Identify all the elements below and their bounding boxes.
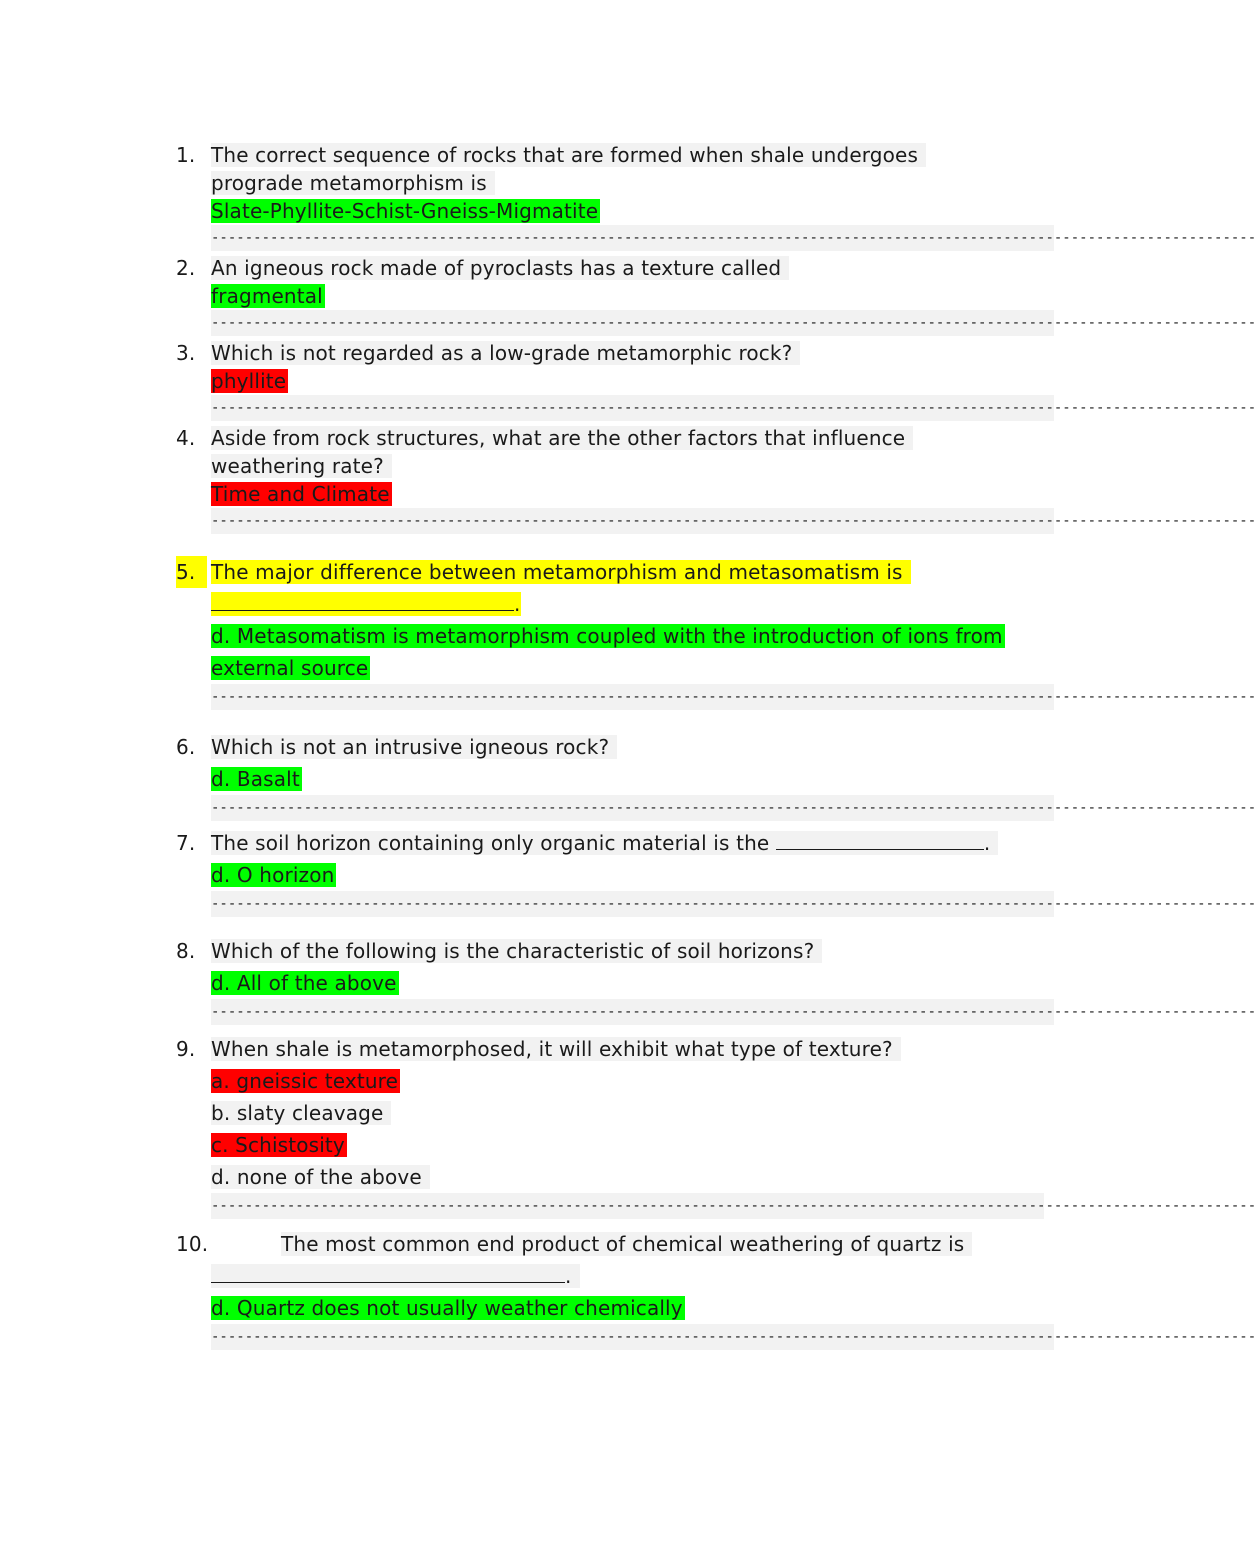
answer-correct: fragmental	[211, 284, 323, 308]
answer-correct: d. Metasomatism is metamorphism coupled with the introduction of ions from	[211, 624, 1003, 648]
separator-line: ----------------------------------------------------------------------------------------------------------------------------	[211, 684, 1054, 710]
answer-correct: d. All of the above	[211, 971, 397, 995]
separator-line: ----------------------------------------------------------------------------------------------------------------------------	[211, 225, 1054, 251]
question-text: Which of the following is the characteristic of soil horizons?	[211, 939, 822, 963]
answer-incorrect: c. Schistosity	[211, 1133, 345, 1157]
answer-blank	[776, 827, 984, 850]
separator-line: ----------------------------------------------------------------------------------------------------------------------------	[211, 1324, 1054, 1350]
blank-suffix: .	[514, 592, 521, 616]
question-number: 6.	[176, 735, 196, 759]
question-number: 1.	[176, 143, 196, 167]
separator-line: ----------------------------------------------------------------------------------------------------------------------------	[211, 999, 1054, 1025]
separator-line: ----------------------------------------------------------------------------------------------------------------------------	[211, 310, 1054, 336]
answer-correct: external source	[211, 656, 369, 680]
question-text: The major difference between metamorphism and metasomatism is	[211, 560, 911, 584]
question-text: Aside from rock structures, what are the other factors that influence	[211, 426, 913, 450]
answer-correct: Slate-Phyllite-Schist-Gneiss-Migmatite	[211, 199, 599, 223]
separator-line: ----------------------------------------------------------------------------------------------------------------------------	[211, 891, 1054, 917]
blank-suffix: .	[565, 1264, 572, 1288]
answer-blank	[211, 1260, 565, 1283]
answer-correct: d. Basalt	[211, 767, 300, 791]
answer-incorrect: phyllite	[211, 369, 287, 393]
question-text: The correct sequence of rocks that are formed when shale undergoes	[211, 143, 926, 167]
question-number: 2.	[176, 256, 196, 280]
question-number: 7.	[176, 831, 196, 855]
separator-line: ----------------------------------------------------------------------------------------------------------------------------	[211, 795, 1054, 821]
answer-incorrect: a. gneissic texture	[211, 1069, 399, 1093]
question-text: prograde metamorphism is	[211, 171, 495, 195]
answer-incorrect: Time and Climate	[211, 482, 390, 506]
question-text: weathering rate?	[211, 454, 392, 478]
question-number: 9.	[176, 1037, 196, 1061]
question-number: 5.	[176, 556, 207, 588]
answer-correct: d. Quartz does not usually weather chemically	[211, 1296, 683, 1320]
separator-line: ----------------------------------------------------------------------------------------------------------------------------	[211, 395, 1054, 421]
question-text: Which is not regarded as a low-grade metamorphic rock?	[211, 341, 800, 365]
question-text: The most common end product of chemical weathering of quartz is	[281, 1232, 972, 1256]
answer-option: b. slaty cleavage	[211, 1101, 391, 1125]
question-text: When shale is metamorphosed, it will exhibit what type of texture?	[211, 1037, 901, 1061]
answer-correct: d. O horizon	[211, 863, 335, 887]
question-number: 8.	[176, 939, 196, 963]
separator-line: ----------------------------------------------------------------------------------------------------------------------------	[211, 508, 1054, 534]
separator-line: ----------------------------------------------------------------------------------------------------------------------------	[211, 1193, 1044, 1219]
answer-option: d. none of the above	[211, 1165, 430, 1189]
question-number: 10.	[176, 1232, 209, 1256]
question-text: Which is not an intrusive igneous rock?	[211, 735, 617, 759]
question-number: 3.	[176, 341, 196, 365]
question-text: An igneous rock made of pyroclasts has a texture called	[211, 256, 789, 280]
question-text: The soil horizon containing only organic material is the	[211, 831, 770, 855]
answer-blank	[211, 588, 514, 611]
question-number: 4.	[176, 426, 196, 450]
blank-suffix: .	[983, 831, 991, 855]
